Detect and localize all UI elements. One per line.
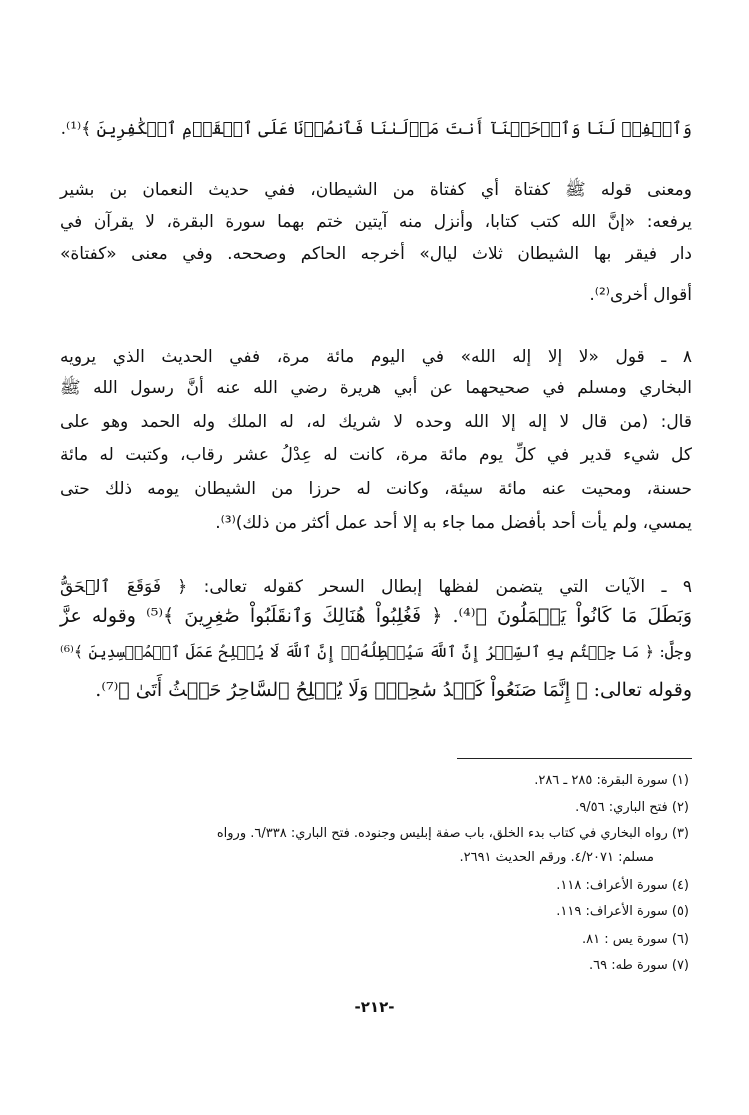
paragraph-line: البخاري ومسلم في صحيحهما عن أبي هريرة رضي الله عنه أنَّ رسول الله ﷺ [60,378,692,398]
footnote: (٤) سورة الأعراف: ١١٨. [556,878,689,893]
quran-verse-line: وَٱغۡفِرۡ لَنَا وَٱرۡحَمۡنَآ أَنتَ مَوۡلَىٰنَا فَٱنصُرۡنَا عَلَى ٱلۡقَوۡمِ ٱلۡكَٰفِرِينَ ﴾⁽¹⁾. [60,119,692,139]
paragraph-line: يمسي، ولم يأت أحد بأفضل مما جاء به إلا أحد عمل أكثر من ذلك)⁽³⁾. [215,513,692,533]
paragraph-line: يرفعه: «إنَّ الله كتب كتابا، وأنزل منه آيتين ختم بهما سورة البقرة، لا يقرآن في [60,212,692,232]
paragraph-line: دار فيقر بها الشيطان ثلاث ليال» أخرجه الحاكم وصححه. وفي معنى «كفتاة» [60,244,692,264]
footnote: (٢) فتح الباري: ٩/٥٦. [575,800,689,815]
footnote: (١) سورة البقرة: ٢٨٥ ـ ٢٨٦. [534,773,689,788]
section-8-heading-line: ٨ ـ قول «لا إلا إله الله» في اليوم مائة مرة، ففي الحديث الذي يرويه [60,347,692,367]
section-9-heading-line: ٩ ـ الآيات التي يتضمن لفظها إبطال السحر كقوله تعالى: ﴿ فَوَقَعَ ٱلۡحَقُّ [60,577,692,597]
page-number: -٢١٢- [354,998,395,1016]
paragraph-line: حسنة، ومحيت عنه مائة سيئة، وكانت له حرزا من الشيطان يومه ذلك حتى [60,479,692,499]
footnote: (٥) سورة الأعراف: ١١٩. [556,904,689,919]
footnote-continuation: مسلم: ٤/٢٠٧١. ورقم الحديث ٢٦٩١. [459,850,654,865]
quran-verse-line: وجلَّ: ﴿ مَا جِئۡتُم بِهِ ٱلسِّحۡرُ إِنَّ ٱللَّهَ سَيُبۡطِلُهُۥٓ إِنَّ ٱللَّهَ لَا يُصۡلِحُ عَمَلَ ٱلۡمُفۡسِدِينَ ﴾⁽⁶⁾ [60,643,692,661]
paragraph-line: قال: (من قال لا إله إلا الله وحده لا شريك له، له الملك وله الحمد وهو على [60,412,692,432]
paragraph-line: كل شيء قدير في كلِّ يوم مائة مرة، كانت له عِدْلُ عشر رقاب، وكتبت له مائة [60,445,692,465]
footnote: (٧) سورة طه: ٦٩. [588,958,689,973]
quran-verse-line: وقوله تعالى: ﴿ إِنَّمَا صَنَعُواْ كَيۡدُ سَٰحِرٖۖ وَلَا يُفۡلِحُ ٱلسَّاحِرُ حَيۡثُ أَتَىٰ ﴾⁽⁷⁾. [95,679,692,701]
footnote: (٣) رواه البخاري في كتاب بدء الخلق، باب صفة إبليس وجنوده. فتح الباري: ٦/٣٣٨. ورواه [216,826,689,841]
paragraph-line: أقوال أخرى⁽²⁾. [589,285,692,305]
footnote-separator [457,758,692,759]
footnote: (٦) سورة يس : ٨١. [581,932,689,947]
quran-verse-line: وَبَطَلَ مَا كَانُواْ يَعۡمَلُونَ ﴾⁽⁴⁾. ﴿ فَغُلِبُواْ هُنَالِكَ وَٱنقَلَبُواْ صَٰغِرِينَ ﴾⁽⁵⁾ وقوله عزَّ [60,605,692,627]
paragraph-line: ومعنى قوله ﷺ كفتاة أي كفتاة من الشيطان، ففي حديث النعمان بن بشير [60,180,692,200]
